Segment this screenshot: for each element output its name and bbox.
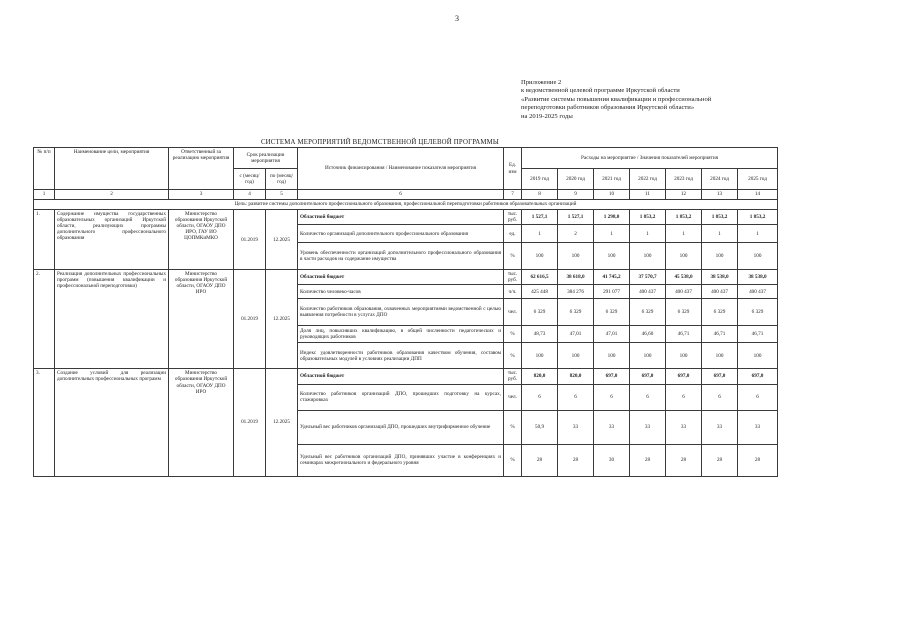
indicator-unit: тыс. руб. xyxy=(504,369,522,384)
column-number: 2 xyxy=(55,190,169,200)
page-number: 3 xyxy=(455,14,459,23)
column-number: 7 xyxy=(504,190,522,200)
header-name: Наименование цели, мероприятия xyxy=(55,148,169,190)
indicator-unit: ед. xyxy=(504,225,522,243)
indicator-value: 100 xyxy=(666,343,702,369)
indicator-value: 33 xyxy=(702,410,738,444)
indicator-value: 48,73 xyxy=(522,326,558,343)
column-number: 4 xyxy=(234,190,266,200)
header-responsible: Ответственный за реализацию мероприятия xyxy=(169,148,234,190)
indicator-value: 100 xyxy=(666,243,702,270)
header-year: 2023 год xyxy=(666,169,702,190)
indicator-unit: % xyxy=(504,243,522,270)
indicator-value: 291 077 xyxy=(594,285,630,299)
indicator-label: Удельный вес работников организаций ДПО, принявших участие в конференциях и семинарах межрегионального и федерального уровня xyxy=(298,444,504,476)
indicator-value: 28 xyxy=(666,444,702,476)
indicator-value: 1 xyxy=(594,225,630,243)
indicator-unit: ч/ч. xyxy=(504,285,522,299)
indicator-value: 100 xyxy=(738,343,778,369)
indicator-label: Доля лиц, повысивших квалификацию, в общей численности педагогических и руководящих работников xyxy=(298,326,504,343)
indicator-value: 6 xyxy=(558,384,594,410)
header-unit: Ед. изм xyxy=(504,148,522,190)
appendix-line: «Развитие системы повышения квалификации и профессиональной xyxy=(521,95,712,103)
indicator-unit: % xyxy=(504,444,522,476)
indicator-value: 33 xyxy=(558,410,594,444)
appendix-line: переподготовки работников образования Иркутской области» xyxy=(521,104,695,112)
header-period: Срок реализации мероприятия xyxy=(234,148,298,169)
indicator-value: 100 xyxy=(630,243,666,270)
indicator-value: 697,0 xyxy=(630,369,666,384)
goal-text: Цель: развитие системы дополнительного профессионального образования, профессиональной переподготовки работников образовательных организаций xyxy=(34,200,778,210)
indicator-value: 697,0 xyxy=(666,369,702,384)
indicator-value: 62 616,5 xyxy=(522,270,558,285)
indicator-value: 400 437 xyxy=(702,285,738,299)
header-period-to: по (месяц/год) xyxy=(266,169,298,190)
indicator-value: 38 538,0 xyxy=(738,270,778,285)
indicator-value: 33 xyxy=(738,410,778,444)
indicator-value: 6 xyxy=(666,384,702,410)
goal-row xyxy=(34,200,778,210)
activity-start: 01.2019 xyxy=(234,369,266,476)
indicator-value: 6 xyxy=(702,384,738,410)
activity-name: Реализация дополнительных профессиональных программ (повышения квалификации и профессиональной переподготовки) xyxy=(55,270,169,369)
indicator-value: 47,01 xyxy=(594,326,630,343)
activity-name: Содержание имущества государственных образовательных организаций Иркутской области, реализующих программы дополнительного профессионального образования xyxy=(55,210,169,270)
column-number: 5 xyxy=(266,190,298,200)
table-row xyxy=(34,270,778,285)
indicator-value: 45 538,0 xyxy=(666,270,702,285)
activity-name: Создание условий для реализации дополнительных профессиональных программ xyxy=(55,369,169,476)
indicator-label: Индекс удовлетворенности работников образования качеством обучения, составом образовательных модулей в условиях реализации ДПП xyxy=(298,343,504,369)
appendix-line: на 2019-2025 годы xyxy=(521,112,573,120)
indicator-unit: чел. xyxy=(504,299,522,326)
indicator-value: 1 527,1 xyxy=(522,210,558,225)
activity-end: 12.2025 xyxy=(266,210,298,270)
appendix-header xyxy=(521,79,711,121)
indicator-value: 425 448 xyxy=(522,285,558,299)
header-source: Источник финансирования / Наименование показателя мероприятия xyxy=(298,148,504,190)
indicator-unit: % xyxy=(504,343,522,369)
indicator-unit: тыс. руб. xyxy=(504,210,522,225)
indicator-value: 28 xyxy=(522,444,558,476)
indicator-value: 38 538,0 xyxy=(702,270,738,285)
indicator-value: 697,0 xyxy=(594,369,630,384)
indicator-unit: % xyxy=(504,410,522,444)
column-number: 6 xyxy=(298,190,504,200)
indicator-value: 1 527,1 xyxy=(558,210,594,225)
indicator-value: 6 xyxy=(594,384,630,410)
indicator-value: 1 853,2 xyxy=(702,210,738,225)
indicator-value: 1 853,2 xyxy=(738,210,778,225)
indicator-value: 41 745,2 xyxy=(594,270,630,285)
indicator-value: 100 xyxy=(522,243,558,270)
header-year: 2025 год xyxy=(738,169,778,190)
indicator-value: 100 xyxy=(558,243,594,270)
column-number: 12 xyxy=(666,190,702,200)
indicator-value: 28 xyxy=(630,444,666,476)
column-number: 3 xyxy=(169,190,234,200)
indicator-value: 46,71 xyxy=(666,326,702,343)
indicator-value: 28 xyxy=(738,444,778,476)
column-number: 1 xyxy=(34,190,55,200)
indicator-value: 6 329 xyxy=(522,299,558,326)
column-number: 10 xyxy=(594,190,630,200)
indicator-value: 100 xyxy=(594,343,630,369)
header-period-from: с (месяц/год) xyxy=(234,169,266,190)
indicator-value: 384 276 xyxy=(558,285,594,299)
indicator-value: 6 329 xyxy=(594,299,630,326)
indicator-value: 100 xyxy=(702,343,738,369)
indicator-value: 1 xyxy=(702,225,738,243)
indicator-value: 100 xyxy=(558,343,594,369)
indicator-value: 1 853,2 xyxy=(630,210,666,225)
indicator-value: 46,71 xyxy=(702,326,738,343)
activity-end: 12.2025 xyxy=(266,369,298,476)
indicator-label: Удельный вес работников организаций ДПО, прошедших внутрифирменное обучение xyxy=(298,410,504,444)
indicator-value: 28 xyxy=(558,444,594,476)
indicator-value: 47,01 xyxy=(558,326,594,343)
indicator-value: 6 329 xyxy=(738,299,778,326)
indicator-value: 2 xyxy=(558,225,594,243)
indicator-value: 1 853,2 xyxy=(666,210,702,225)
header-year: 2019 год xyxy=(522,169,558,190)
document-title: СИСТЕМА МЕРОПРИЯТИЙ ВЕДОМСТВЕННОЙ ЦЕЛЕВОЙ ПРОГРАММЫ xyxy=(260,139,500,146)
indicator-value: 6 329 xyxy=(558,299,594,326)
column-number: 14 xyxy=(738,190,778,200)
indicator-value: 697,0 xyxy=(738,369,778,384)
indicator-value: 100 xyxy=(594,243,630,270)
indicator-value: 400 437 xyxy=(630,285,666,299)
indicator-value: 400 437 xyxy=(666,285,702,299)
indicator-value: 46,60 xyxy=(630,326,666,343)
column-number-row xyxy=(34,190,778,200)
indicator-label: Количество работников образования, охваченных мероприятиями ведомственной с целью выявления потребности в услугах ДПО xyxy=(298,299,504,326)
indicator-label: Областной бюджет xyxy=(298,369,504,384)
indicator-label: Областной бюджет xyxy=(298,210,504,225)
indicator-label: Областной бюджет xyxy=(298,270,504,285)
indicator-value: 28 xyxy=(702,444,738,476)
indicator-unit: тыс. руб. xyxy=(504,270,522,285)
header-year: 2020 год xyxy=(558,169,594,190)
indicator-value: 50,9 xyxy=(522,410,558,444)
indicator-value: 820,0 xyxy=(558,369,594,384)
indicator-value: 400 437 xyxy=(738,285,778,299)
table-row xyxy=(34,369,778,384)
indicator-value: 33 xyxy=(594,410,630,444)
column-number: 11 xyxy=(630,190,666,200)
indicator-label: Количество человеко-часов xyxy=(298,285,504,299)
table-row xyxy=(34,210,778,225)
column-number: 13 xyxy=(702,190,738,200)
indicator-value: 37 570,7 xyxy=(630,270,666,285)
indicator-value: 33 xyxy=(630,410,666,444)
activity-number: 1. xyxy=(34,210,55,270)
indicator-value: 1 xyxy=(630,225,666,243)
appendix-line: Приложение 2 xyxy=(521,79,562,86)
indicator-value: 6 329 xyxy=(666,299,702,326)
table-body xyxy=(34,148,778,477)
activity-end: 12.2025 xyxy=(266,270,298,369)
indicator-value: 30 xyxy=(594,444,630,476)
header-num: № п/п xyxy=(34,148,55,190)
indicator-value: 1 xyxy=(738,225,778,243)
indicator-value: 100 xyxy=(630,343,666,369)
activity-responsible: Министерство образования Иркутской области, ОГАОУ ДПО ИРО xyxy=(169,270,234,369)
indicator-value: 38 618,0 xyxy=(558,270,594,285)
header-expenses: Расходы на мероприятие / Значения показателей мероприятия xyxy=(522,148,778,169)
indicator-unit: % xyxy=(504,326,522,343)
indicator-label: Количество работников организаций ДПО, прошедших подготовку на курсах, стажировках xyxy=(298,384,504,410)
indicator-value: 1 xyxy=(522,225,558,243)
indicator-value: 6 xyxy=(738,384,778,410)
header-year: 2021 год xyxy=(594,169,630,190)
indicator-value: 1 xyxy=(666,225,702,243)
indicator-value: 100 xyxy=(702,243,738,270)
indicator-value: 1 298,0 xyxy=(594,210,630,225)
indicator-label: Количество организаций дополнительного профессионального образования xyxy=(298,225,504,243)
indicator-value: 33 xyxy=(666,410,702,444)
indicator-value: 46,71 xyxy=(738,326,778,343)
indicator-unit: чел. xyxy=(504,384,522,410)
header-row xyxy=(34,148,778,169)
indicator-value: 820,0 xyxy=(522,369,558,384)
indicator-value: 6 329 xyxy=(702,299,738,326)
indicator-value: 6 329 xyxy=(630,299,666,326)
activity-start: 01.2019 xyxy=(234,210,266,270)
appendix-line: к ведомственной целевой программе Иркутской области xyxy=(521,87,680,95)
header-year: 2022 год xyxy=(630,169,666,190)
indicator-value: 6 xyxy=(522,384,558,410)
indicator-value: 697,0 xyxy=(702,369,738,384)
indicator-value: 100 xyxy=(738,243,778,270)
activity-number: 2. xyxy=(34,270,55,369)
activity-responsible: Министерство образования Иркутской области, ОГАОУ ДПО ИРО xyxy=(169,369,234,476)
indicator-label: Уровень обеспеченности организаций дополнительного профессионального образования в части расходов на содержание имущества xyxy=(298,243,504,270)
activity-number: 3. xyxy=(34,369,55,476)
header-year: 2024 год xyxy=(702,169,738,190)
column-number: 8 xyxy=(522,190,558,200)
activities-table xyxy=(33,147,778,477)
column-number: 9 xyxy=(558,190,594,200)
indicator-value: 6 xyxy=(630,384,666,410)
activity-responsible: Министерство образования Иркутской области, ОГАОУ ДПО ИРО, ГАУ ИО ЦОПМКиМКО xyxy=(169,210,234,270)
indicator-value: 100 xyxy=(522,343,558,369)
activity-start: 01.2019 xyxy=(234,270,266,369)
